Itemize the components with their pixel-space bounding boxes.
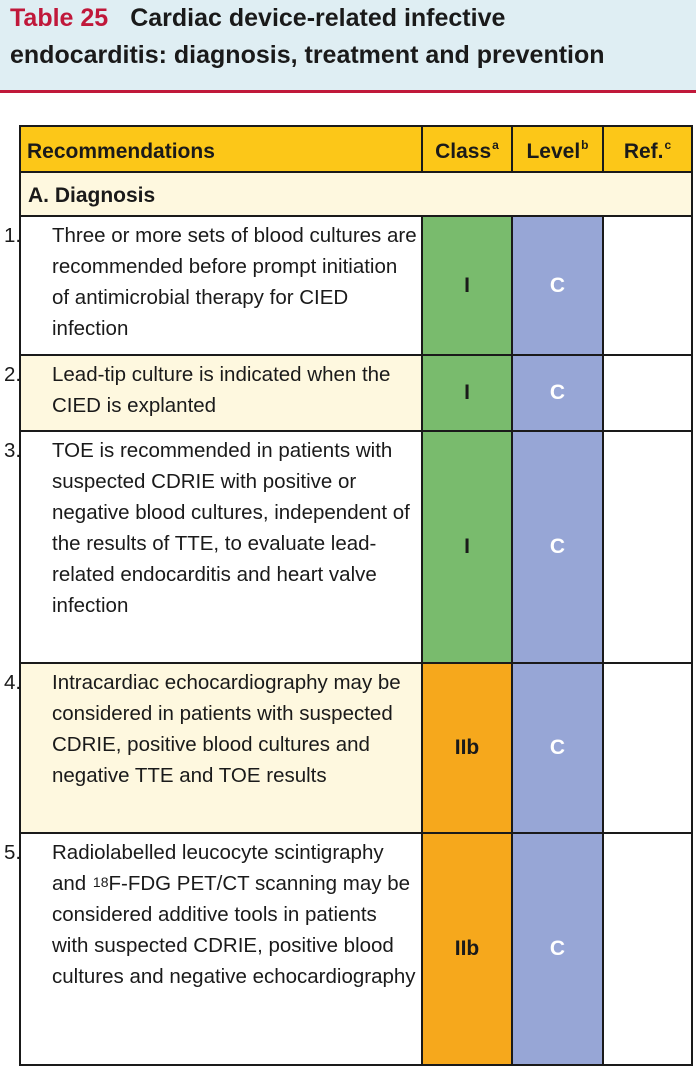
class-cell: I <box>422 431 512 663</box>
table-title-banner <box>0 0 696 93</box>
level-footnote-marker: b <box>581 138 589 152</box>
class-cell: IIb <box>422 833 512 1065</box>
level-cell: C <box>512 663 603 833</box>
table-row <box>20 216 692 355</box>
ref-cell <box>603 833 692 1065</box>
class-cell: I <box>422 355 512 431</box>
ref-cell <box>603 216 692 355</box>
class-cell: I <box>422 216 512 355</box>
section-row <box>20 172 692 216</box>
recommendation-cell: 2. Lead-tip culture is indicated when the CIED is explanted <box>20 355 422 431</box>
ref-footnote-marker: c <box>664 138 672 152</box>
table-number: Table 25 <box>10 4 109 32</box>
recommendation-cell: 4. Intracardiac echocardiography may be considered in patients with suspected CDRIE, positive blood cultures and negative TTE and TOE results <box>20 663 422 833</box>
level-cell: C <box>512 216 603 355</box>
table-row <box>20 833 692 1065</box>
class-cell: IIb <box>422 663 512 833</box>
level-cell: C <box>512 833 603 1065</box>
level-cell: C <box>512 431 603 663</box>
table-header-row <box>20 126 692 172</box>
section-title: A. Diagnosis <box>20 172 692 216</box>
isotope-superscript: 18 <box>92 874 109 890</box>
table-row <box>20 663 692 833</box>
recommendations-table <box>4 125 693 1066</box>
recommendation-cell: 5. Radiolabelled leucocyte scintigraphy and $^{18}$F-FDG PET/CT scanning may be considered additive tools in patients with suspected CDRIE, positive blood cultures and negative echocardiography <box>20 833 422 1065</box>
table-title-line-1 <box>10 4 505 33</box>
ref-cell <box>603 663 692 833</box>
recommendation-cell: 1. Three or more sets of blood cultures are recommended before prompt initiation of antimicrobial therapy for CIED infection <box>20 216 422 355</box>
column-header-ref: Ref.$^c$ <box>603 126 692 172</box>
table-row <box>20 355 692 431</box>
ref-cell <box>603 355 692 431</box>
table-title-text-1: Cardiac device-related infective <box>130 4 506 32</box>
class-footnote-marker: a <box>492 138 499 152</box>
column-header-class: Class$^a$ <box>422 126 512 172</box>
column-header-level: Level$^b$ <box>512 126 603 172</box>
level-cell: C <box>512 355 603 431</box>
ref-cell <box>603 431 692 663</box>
column-header-recommendations: Recommendations <box>20 126 422 172</box>
table-row <box>20 431 692 663</box>
recommendation-cell: 3. TOE is recommended in patients with suspected CDRIE with positive or negative blood cultures, independent of the results of TTE, to evaluate lead-related endocarditis and heart valve infection <box>20 431 422 663</box>
table-title-line-2: endocarditis: diagnosis, treatment and prevention <box>10 41 605 69</box>
